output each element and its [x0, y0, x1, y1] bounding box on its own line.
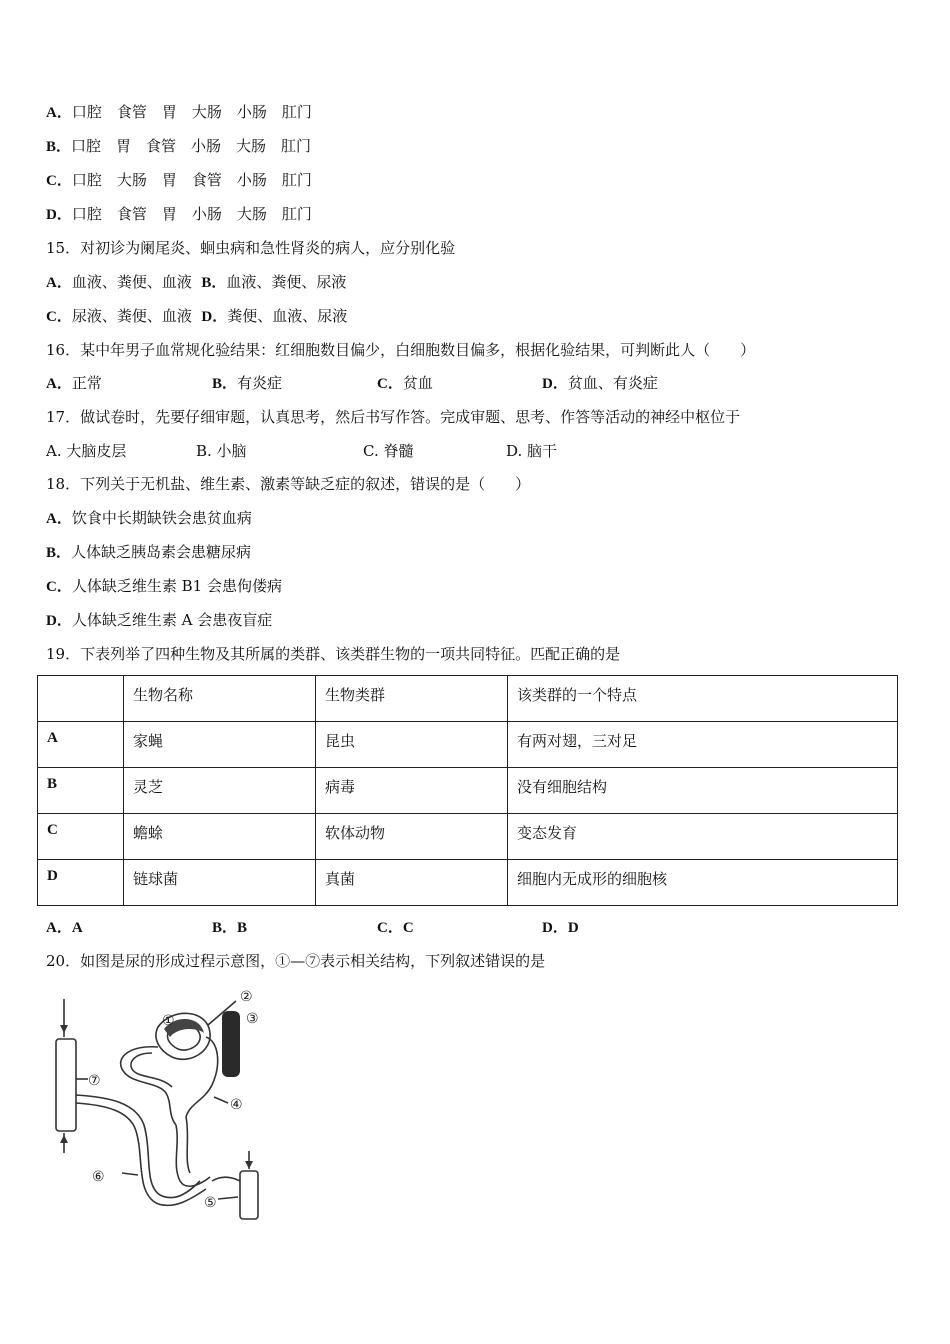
table-row [38, 814, 898, 860]
q18-option-c: C．人体缺乏维生素 B1 会患佝偻病 [46, 577, 282, 595]
q16-option-b: B．有炎症 [212, 374, 283, 392]
leader-4 [214, 1097, 228, 1103]
arrow-down-icon [245, 1161, 253, 1169]
q18-option-a: A．饮食中长期缺铁会患贫血病 [46, 509, 252, 527]
arrow-up-icon [60, 1135, 68, 1143]
table-cell: 蟾蜍 [124, 814, 316, 860]
table-cell: 链球菌 [124, 860, 316, 906]
table-header-cell [38, 676, 124, 722]
vessel-link [212, 1177, 240, 1181]
q15-options-row1: A．血液、粪便、血液 B．血液、粪便、尿液 [46, 273, 347, 291]
table-header-cell: 生物类群 [316, 676, 508, 722]
vessel-5 [240, 1171, 258, 1219]
table-cell: 有两对翅，三对足 [508, 722, 898, 768]
table-cell: 灵芝 [124, 768, 316, 814]
nephron-diagram [40, 985, 280, 1225]
vessel-3 [222, 1011, 240, 1077]
q19-stem: 19．下表列举了四种生物及其所属的类群、该类群生物的一项共同特征。匹配正确的是 [46, 645, 621, 663]
q18-option-b: B．人体缺乏胰岛素会患糖尿病 [46, 543, 252, 561]
q15-stem: 15．对初诊为阑尾炎、蛔虫病和急性肾炎的病人，应分别化验 [46, 239, 456, 257]
q16-option-d: D．贫血、有炎症 [542, 374, 658, 392]
q14-option-a: A．口腔 食管 胃 大肠 小肠 肛门 [46, 103, 312, 121]
q16-stem: 16．某中年男子血常规化验结果：红细胞数目偏少，白细胞数目偏多，根据化验结果，可判断此人（ ） [46, 341, 756, 359]
q17-option-c: C. 脊髓 [363, 442, 414, 460]
table-row [38, 860, 898, 906]
q19-option-a: A．A [46, 920, 83, 936]
table-cell: 病毒 [316, 768, 508, 814]
q17-option-b: B. 小脑 [196, 442, 247, 460]
label-6: ⑥ [92, 1169, 105, 1185]
leader-5 [218, 1197, 238, 1199]
table-cell: B [38, 768, 124, 814]
table-header-row [38, 676, 898, 722]
table-cell: 变态发育 [508, 814, 898, 860]
tubule-proximal-inner [131, 1053, 172, 1087]
q16-option-a: A．正常 [46, 374, 102, 392]
q19-option-b: B．B [212, 920, 248, 936]
table-cell: 真菌 [316, 860, 508, 906]
label-5: ⑤ [204, 1195, 217, 1211]
loop-of-henle-inner [186, 1117, 190, 1173]
label-1: ① [162, 1013, 175, 1029]
q17-stem: 17．做试卷时，先要仔细审题，认真思考，然后书写作答。完成审题、思考、作答等活动的神经中枢位于 [46, 408, 741, 426]
table-header-cell: 生物名称 [124, 676, 316, 722]
q14-option-b: B．口腔 胃 食管 小肠 大肠 肛门 [46, 137, 312, 155]
q19-table [37, 675, 898, 906]
q20-stem: 20．如图是尿的形成过程示意图，①—⑦表示相关结构，下列叙述错误的是 [46, 952, 546, 970]
table-cell: 没有细胞结构 [508, 768, 898, 814]
loop-of-henle [176, 1125, 210, 1186]
table-row [38, 768, 898, 814]
label-4: ④ [230, 1097, 243, 1113]
tubule-proximal [121, 1047, 176, 1125]
arrow-down-icon [60, 1025, 68, 1033]
label-7: ⑦ [88, 1073, 101, 1089]
label-3: ③ [246, 1011, 259, 1027]
q17-option-d: D. 脑干 [506, 442, 558, 460]
table-header-cell: 该类群的一个特点 [508, 676, 898, 722]
q18-option-d: D．人体缺乏维生素 A 会患夜盲症 [46, 611, 273, 629]
table-row [38, 722, 898, 768]
table-cell: 细胞内无成形的细胞核 [508, 860, 898, 906]
q14-option-c: C．口腔 大肠 胃 食管 小肠 肛门 [46, 171, 312, 189]
table-cell: 昆虫 [316, 722, 508, 768]
q19-option-c: C．C [377, 920, 414, 936]
q14-option-d: D．口腔 食管 胃 小肠 大肠 肛门 [46, 205, 312, 223]
table-cell: A [38, 722, 124, 768]
label-2: ② [240, 989, 253, 1005]
table-cell: C [38, 814, 124, 860]
q19-option-d: D．D [542, 920, 579, 936]
q18-stem: 18．下列关于无机盐、维生素、激素等缺乏症的叙述，错误的是（ ） [46, 475, 531, 493]
q17-option-a: A. 大脑皮层 [46, 442, 127, 460]
table-cell: D [38, 860, 124, 906]
table-cell: 家蝇 [124, 722, 316, 768]
collecting-duct [56, 1039, 76, 1131]
q16-option-c: C．贫血 [377, 374, 433, 392]
q15-options-row2: C．尿液、粪便、血液 D．粪便、血液、尿液 [46, 307, 348, 325]
leader-6 [122, 1173, 138, 1175]
table-cell: 软体动物 [316, 814, 508, 860]
